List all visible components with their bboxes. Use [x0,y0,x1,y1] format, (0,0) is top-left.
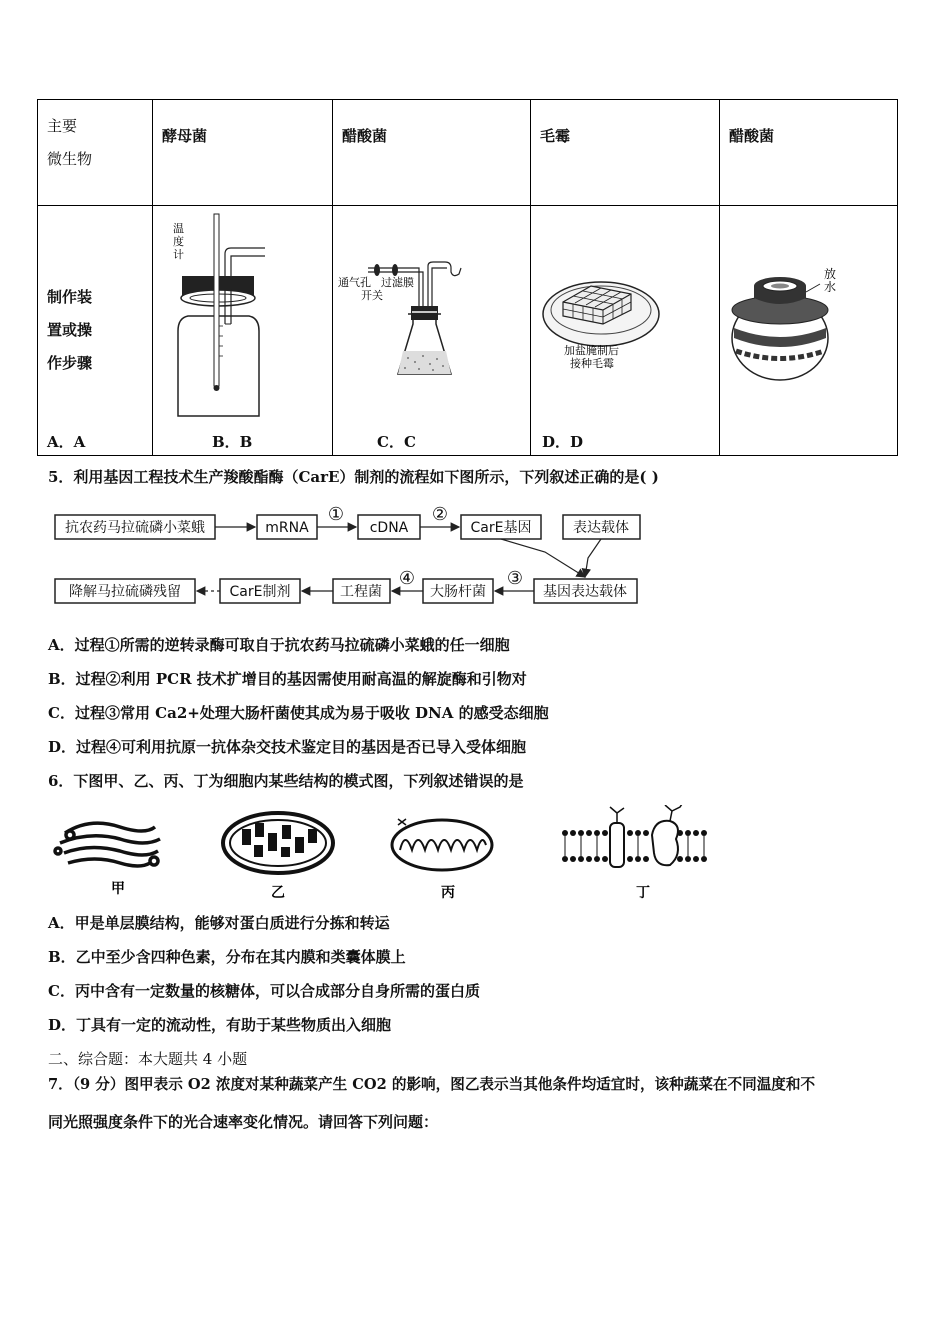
q6-option-a[interactable]: A．甲是单层膜结构，能够对蛋白质进行分拣和转运 [48,914,390,932]
label-jia: 甲 [111,881,125,897]
figure-b-cell [333,206,531,456]
q6-organelle-figures [50,805,730,905]
flow-vector: 表达载体 [573,520,629,536]
figure-d-cell [720,206,898,456]
organism-c: 毛霉 [531,100,720,206]
filter-label: 过滤膜 [381,276,414,289]
organism-a: 酵母菌 [153,100,333,206]
flow-expr-vector: 基因表达载体 [543,584,627,600]
flow-cdna: cDNA [369,520,409,536]
q7-line2: 同光照强度条件下的光合速率变化情况。请回答下列问题： [48,1113,439,1131]
q5-option-b[interactable]: B．过程②利用 PCR 技术扩增目的基因需使用耐高温的解旋酶和引物对 [48,670,527,688]
q5-flowchart [50,500,650,612]
flow-step-3: ③ [506,568,524,589]
row-label-cell [38,206,153,456]
q5-stem: 5．利用基因工程技术生产羧酸酯酶（CarE）制剂的流程如下图所示，下列叙述正确的是( ) [48,468,659,486]
header-label-line1: 主要 [47,117,78,135]
tofu-caption-line2: 接种毛霉 [570,357,614,370]
golgi-figure [55,823,160,866]
q6-stem: 6．下图甲、乙、丙、丁为细胞内某些结构的模式图，下列叙述错误的是 [48,772,524,790]
flow-step-1: ① [327,504,345,525]
tofu-plate-figure [531,206,720,451]
flow-mrna: mRNA [265,520,309,536]
water-label-char-2: 水 [824,280,837,294]
water-label [824,267,840,294]
fermentation-table [37,99,898,456]
inlet-label: 通气孔 [338,276,371,289]
q6-option-b[interactable]: B．乙中至少含四种色素，分布在其内膜和类囊体膜上 [48,948,406,966]
figure-c-cell [531,206,720,456]
switch-label: 开关 [361,289,383,302]
flow-product: CarE制剂 [229,584,291,600]
q6-option-d[interactable]: D．丁具有一定的流动性，有助于某些物质出入细胞 [48,1016,392,1034]
membrane-figure [560,805,710,867]
q5-option-a[interactable]: A．过程①所需的逆转录酶可取自于抗农药马拉硫磷小菜蛾的任一细胞 [48,636,510,654]
thermometer-label-char-2: 度 [173,235,184,248]
figure-a-cell [153,206,333,456]
flow-step-2: ② [431,504,449,525]
flow-ecoli: 大肠杆菌 [430,584,486,600]
label-bing: 丙 [441,885,455,901]
q4-option-a[interactable]: A．A [47,433,86,451]
header-label-cell [38,100,153,206]
fermentation-bottle-figure [153,206,333,451]
flow-engineered: 工程菌 [340,584,382,600]
mitochondrion-figure [392,819,492,870]
row-label-line2: 置或操 [47,321,93,339]
organism-b: 醋酸菌 [333,100,531,206]
chloroplast-figure [223,813,333,873]
q5-option-d[interactable]: D．过程④可利用抗原一抗体杂交技术鉴定目的基因是否已导入受体细胞 [48,738,527,756]
q4-option-d[interactable]: D．D [542,433,584,451]
header-label-line2: 微生物 [47,150,93,168]
table-header-row [38,100,898,206]
q4-option-c[interactable]: C．C [377,433,416,451]
tofu-caption-line1: 加盐腌制后 [564,344,619,357]
flow-gene: CarE基因 [470,520,532,536]
q7-line1: 7．（9 分）图甲表示 O2 浓度对某种蔬菜产生 CO2 的影响，图乙表示当其他条件均适宜时，该种蔬菜在不同温度和不 [48,1076,816,1093]
aerated-flask-figure [333,206,531,451]
q6-option-c[interactable]: C．丙中含有一定数量的核糖体，可以合成部分自身所需的蛋白质 [48,982,480,1000]
thermometer-label-char-3: 计 [173,248,184,261]
q5-option-c[interactable]: C．过程③常用 Ca2+处理大肠杆菌使其成为易于吸收 DNA 的感受态细胞 [48,704,549,722]
row-label-line3: 作步骤 [47,354,93,372]
section-2-heading: 二、综合题：本大题共 4 小题 [48,1050,248,1068]
organism-d: 醋酸菌 [720,100,898,206]
thermometer-label [173,222,188,261]
water-label-char-1: 放 [824,267,837,281]
table-figure-row [38,206,898,456]
flow-step-4: ④ [398,568,416,589]
label-yi: 乙 [271,885,285,901]
thermometer-label-char-1: 温 [173,222,184,235]
flow-source: 抗农药马拉硫磷小菜蛾 [65,520,205,536]
pickle-jar-figure [720,206,898,451]
q4-option-b[interactable]: B．B [212,433,253,451]
label-ding: 丁 [636,885,650,901]
row-label-line1: 制作装 [47,288,93,306]
flow-residue: 降解马拉硫磷残留 [69,584,181,600]
